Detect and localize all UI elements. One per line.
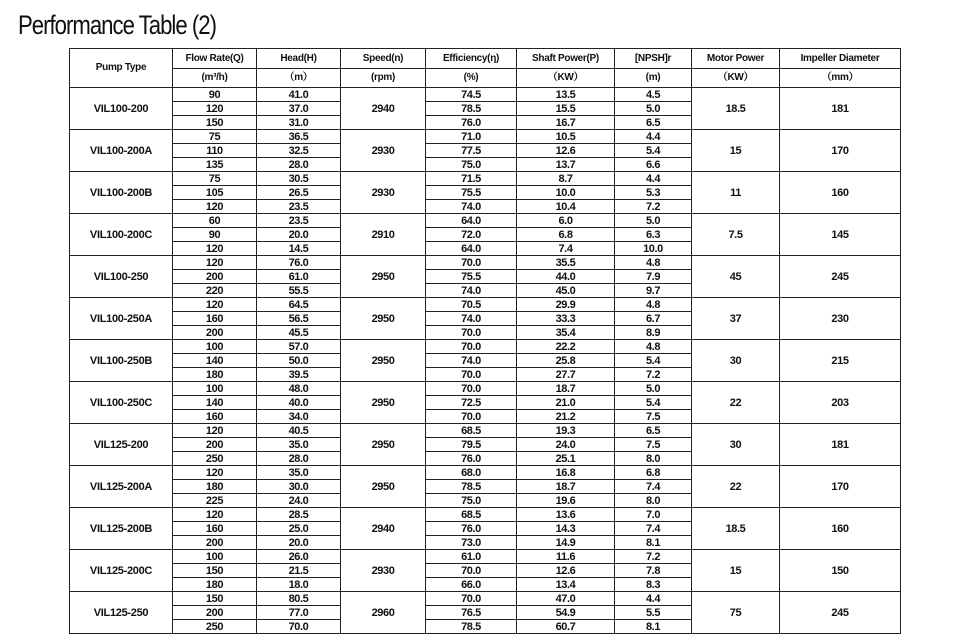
npsh-cell: 7.2 bbox=[615, 200, 692, 214]
table-row bbox=[70, 382, 901, 396]
head-cell: 30.5 bbox=[257, 172, 341, 186]
motor-power-cell: 15 bbox=[692, 130, 780, 172]
shaft-power-cell: 15.5 bbox=[517, 102, 615, 116]
impeller-diameter-cell: 203 bbox=[780, 382, 901, 424]
efficiency-cell: 64.0 bbox=[426, 242, 517, 256]
head-cell: 35.0 bbox=[257, 438, 341, 452]
shaft-power-cell: 35.4 bbox=[517, 326, 615, 340]
speed-cell: 2930 bbox=[341, 130, 426, 172]
npsh-cell: 8.3 bbox=[615, 578, 692, 592]
npsh-cell: 4.8 bbox=[615, 256, 692, 270]
shaft-power-cell: 18.7 bbox=[517, 480, 615, 494]
shaft-power-cell: 22.2 bbox=[517, 340, 615, 354]
efficiency-cell: 73.0 bbox=[426, 536, 517, 550]
flow-rate-cell: 120 bbox=[173, 424, 257, 438]
motor-power-cell: 22 bbox=[692, 382, 780, 424]
pump-type-cell: VIL100-250B bbox=[70, 340, 173, 382]
efficiency-cell: 77.5 bbox=[426, 144, 517, 158]
head-cell: 23.5 bbox=[257, 214, 341, 228]
shaft-power-cell: 18.7 bbox=[517, 382, 615, 396]
head-cell: 64.5 bbox=[257, 298, 341, 312]
flow-rate-cell: 200 bbox=[173, 606, 257, 620]
efficiency-cell: 75.0 bbox=[426, 158, 517, 172]
table-body bbox=[70, 88, 901, 634]
speed-cell: 2950 bbox=[341, 340, 426, 382]
shaft-power-cell: 10.0 bbox=[517, 186, 615, 200]
header-motor-power: Motor Power bbox=[692, 49, 780, 69]
shaft-power-cell: 45.0 bbox=[517, 284, 615, 298]
npsh-cell: 7.8 bbox=[615, 564, 692, 578]
header-units-row bbox=[70, 69, 901, 88]
efficiency-cell: 70.0 bbox=[426, 592, 517, 606]
npsh-cell: 6.5 bbox=[615, 424, 692, 438]
npsh-cell: 4.5 bbox=[615, 88, 692, 102]
table-row bbox=[70, 550, 901, 564]
flow-rate-cell: 150 bbox=[173, 116, 257, 130]
header-impeller-diameter: Impeller Diameter bbox=[780, 49, 901, 69]
flow-rate-cell: 120 bbox=[173, 298, 257, 312]
head-cell: 26.5 bbox=[257, 186, 341, 200]
efficiency-cell: 71.5 bbox=[426, 172, 517, 186]
motor-power-cell: 7.5 bbox=[692, 214, 780, 256]
efficiency-cell: 61.0 bbox=[426, 550, 517, 564]
motor-power-cell: 18.5 bbox=[692, 508, 780, 550]
shaft-power-cell: 25.8 bbox=[517, 354, 615, 368]
shaft-power-cell: 6.8 bbox=[517, 228, 615, 242]
speed-cell: 2950 bbox=[341, 256, 426, 298]
header-pump-type: Pump Type bbox=[70, 49, 173, 88]
npsh-cell: 6.5 bbox=[615, 116, 692, 130]
flow-rate-cell: 75 bbox=[173, 172, 257, 186]
shaft-power-cell: 47.0 bbox=[517, 592, 615, 606]
flow-rate-cell: 105 bbox=[173, 186, 257, 200]
head-cell: 34.0 bbox=[257, 410, 341, 424]
efficiency-cell: 70.0 bbox=[426, 564, 517, 578]
npsh-cell: 4.4 bbox=[615, 592, 692, 606]
speed-cell: 2940 bbox=[341, 508, 426, 550]
flow-rate-cell: 75 bbox=[173, 130, 257, 144]
efficiency-cell: 71.0 bbox=[426, 130, 517, 144]
impeller-diameter-cell: 170 bbox=[780, 466, 901, 508]
pump-type-cell: VIL100-200C bbox=[70, 214, 173, 256]
flow-rate-cell: 220 bbox=[173, 284, 257, 298]
speed-cell: 2910 bbox=[341, 214, 426, 256]
impeller-diameter-cell: 160 bbox=[780, 508, 901, 550]
shaft-power-cell: 10.4 bbox=[517, 200, 615, 214]
speed-cell: 2950 bbox=[341, 424, 426, 466]
table-row bbox=[70, 214, 901, 228]
pump-type-cell: VIL125-200C bbox=[70, 550, 173, 592]
impeller-diameter-cell: 215 bbox=[780, 340, 901, 382]
flow-rate-cell: 200 bbox=[173, 270, 257, 284]
npsh-cell: 5.0 bbox=[615, 102, 692, 116]
shaft-power-cell: 13.5 bbox=[517, 88, 615, 102]
head-cell: 50.0 bbox=[257, 354, 341, 368]
head-cell: 80.5 bbox=[257, 592, 341, 606]
flow-rate-cell: 225 bbox=[173, 494, 257, 508]
flow-rate-cell: 120 bbox=[173, 200, 257, 214]
page-title: Performance Table (2) bbox=[18, 10, 216, 40]
motor-power-cell: 15 bbox=[692, 550, 780, 592]
npsh-cell: 8.0 bbox=[615, 452, 692, 466]
impeller-diameter-cell: 230 bbox=[780, 298, 901, 340]
efficiency-cell: 75.0 bbox=[426, 494, 517, 508]
motor-power-cell: 11 bbox=[692, 172, 780, 214]
shaft-power-cell: 7.4 bbox=[517, 242, 615, 256]
head-cell: 28.5 bbox=[257, 508, 341, 522]
impeller-diameter-cell: 150 bbox=[780, 550, 901, 592]
shaft-power-cell: 19.3 bbox=[517, 424, 615, 438]
table-row bbox=[70, 256, 901, 270]
motor-power-cell: 75 bbox=[692, 592, 780, 634]
shaft-power-cell: 21.0 bbox=[517, 396, 615, 410]
flow-rate-cell: 120 bbox=[173, 508, 257, 522]
shaft-power-cell: 14.9 bbox=[517, 536, 615, 550]
npsh-cell: 7.4 bbox=[615, 480, 692, 494]
efficiency-cell: 70.0 bbox=[426, 382, 517, 396]
npsh-cell: 7.9 bbox=[615, 270, 692, 284]
npsh-cell: 5.4 bbox=[615, 144, 692, 158]
head-cell: 36.5 bbox=[257, 130, 341, 144]
shaft-power-cell: 10.5 bbox=[517, 130, 615, 144]
flow-rate-cell: 120 bbox=[173, 102, 257, 116]
head-cell: 57.0 bbox=[257, 340, 341, 354]
head-cell: 14.5 bbox=[257, 242, 341, 256]
pump-type-cell: VIL125-200 bbox=[70, 424, 173, 466]
header-flow-rate: Flow Rate(Q) bbox=[173, 49, 257, 69]
head-cell: 23.5 bbox=[257, 200, 341, 214]
npsh-cell: 8.9 bbox=[615, 326, 692, 340]
head-cell: 26.0 bbox=[257, 550, 341, 564]
table-row bbox=[70, 424, 901, 438]
head-cell: 39.5 bbox=[257, 368, 341, 382]
shaft-power-cell: 21.2 bbox=[517, 410, 615, 424]
npsh-cell: 4.8 bbox=[615, 340, 692, 354]
flow-rate-cell: 100 bbox=[173, 382, 257, 396]
npsh-cell: 7.4 bbox=[615, 522, 692, 536]
shaft-power-cell: 13.7 bbox=[517, 158, 615, 172]
flow-rate-cell: 200 bbox=[173, 536, 257, 550]
table-row bbox=[70, 88, 901, 102]
efficiency-cell: 70.0 bbox=[426, 326, 517, 340]
pump-type-cell: VIL125-250 bbox=[70, 592, 173, 634]
flow-rate-cell: 150 bbox=[173, 592, 257, 606]
shaft-power-cell: 13.6 bbox=[517, 508, 615, 522]
performance-table bbox=[69, 48, 901, 634]
npsh-cell: 5.3 bbox=[615, 186, 692, 200]
flow-rate-cell: 140 bbox=[173, 396, 257, 410]
pump-type-cell: VIL100-250A bbox=[70, 298, 173, 340]
flow-rate-cell: 250 bbox=[173, 452, 257, 466]
flow-rate-cell: 120 bbox=[173, 466, 257, 480]
efficiency-cell: 76.0 bbox=[426, 116, 517, 130]
header-head: Head(H) bbox=[257, 49, 341, 69]
motor-power-cell: 30 bbox=[692, 424, 780, 466]
table-header bbox=[70, 49, 901, 88]
shaft-power-cell: 11.6 bbox=[517, 550, 615, 564]
pump-type-cell: VIL100-250C bbox=[70, 382, 173, 424]
efficiency-cell: 74.5 bbox=[426, 88, 517, 102]
speed-cell: 2950 bbox=[341, 298, 426, 340]
head-cell: 31.0 bbox=[257, 116, 341, 130]
speed-cell: 2950 bbox=[341, 382, 426, 424]
npsh-cell: 6.3 bbox=[615, 228, 692, 242]
npsh-cell: 4.4 bbox=[615, 172, 692, 186]
head-cell: 41.0 bbox=[257, 88, 341, 102]
efficiency-cell: 72.0 bbox=[426, 228, 517, 242]
efficiency-cell: 66.0 bbox=[426, 578, 517, 592]
unit-motor-power: （KW） bbox=[692, 69, 780, 88]
npsh-cell: 4.4 bbox=[615, 130, 692, 144]
flow-rate-cell: 90 bbox=[173, 228, 257, 242]
shaft-power-cell: 13.4 bbox=[517, 578, 615, 592]
efficiency-cell: 79.5 bbox=[426, 438, 517, 452]
npsh-cell: 8.1 bbox=[615, 536, 692, 550]
npsh-cell: 8.0 bbox=[615, 494, 692, 508]
efficiency-cell: 70.5 bbox=[426, 298, 517, 312]
efficiency-cell: 75.5 bbox=[426, 270, 517, 284]
table-row bbox=[70, 298, 901, 312]
efficiency-cell: 76.5 bbox=[426, 606, 517, 620]
impeller-diameter-cell: 245 bbox=[780, 256, 901, 298]
pump-type-cell: VIL100-250 bbox=[70, 256, 173, 298]
efficiency-cell: 74.0 bbox=[426, 284, 517, 298]
npsh-cell: 5.0 bbox=[615, 214, 692, 228]
head-cell: 32.5 bbox=[257, 144, 341, 158]
table-row bbox=[70, 466, 901, 480]
shaft-power-cell: 35.5 bbox=[517, 256, 615, 270]
npsh-cell: 5.5 bbox=[615, 606, 692, 620]
pump-type-cell: VIL100-200 bbox=[70, 88, 173, 130]
head-cell: 40.0 bbox=[257, 396, 341, 410]
shaft-power-cell: 8.7 bbox=[517, 172, 615, 186]
head-cell: 56.5 bbox=[257, 312, 341, 326]
efficiency-cell: 70.0 bbox=[426, 340, 517, 354]
head-cell: 25.0 bbox=[257, 522, 341, 536]
npsh-cell: 6.8 bbox=[615, 466, 692, 480]
efficiency-cell: 74.0 bbox=[426, 312, 517, 326]
efficiency-cell: 76.0 bbox=[426, 522, 517, 536]
flow-rate-cell: 120 bbox=[173, 242, 257, 256]
speed-cell: 2930 bbox=[341, 550, 426, 592]
head-cell: 30.0 bbox=[257, 480, 341, 494]
head-cell: 18.0 bbox=[257, 578, 341, 592]
efficiency-cell: 70.0 bbox=[426, 410, 517, 424]
impeller-diameter-cell: 145 bbox=[780, 214, 901, 256]
table-row bbox=[70, 508, 901, 522]
head-cell: 55.5 bbox=[257, 284, 341, 298]
shaft-power-cell: 16.7 bbox=[517, 116, 615, 130]
shaft-power-cell: 25.1 bbox=[517, 452, 615, 466]
shaft-power-cell: 19.6 bbox=[517, 494, 615, 508]
shaft-power-cell: 12.6 bbox=[517, 144, 615, 158]
head-cell: 20.0 bbox=[257, 536, 341, 550]
motor-power-cell: 37 bbox=[692, 298, 780, 340]
shaft-power-cell: 24.0 bbox=[517, 438, 615, 452]
unit-flow-rate: (m³/h) bbox=[173, 69, 257, 88]
motor-power-cell: 30 bbox=[692, 340, 780, 382]
speed-cell: 2930 bbox=[341, 172, 426, 214]
npsh-cell: 7.5 bbox=[615, 410, 692, 424]
npsh-cell: 4.8 bbox=[615, 298, 692, 312]
motor-power-cell: 22 bbox=[692, 466, 780, 508]
head-cell: 40.5 bbox=[257, 424, 341, 438]
motor-power-cell: 45 bbox=[692, 256, 780, 298]
npsh-cell: 6.6 bbox=[615, 158, 692, 172]
speed-cell: 2960 bbox=[341, 592, 426, 634]
flow-rate-cell: 100 bbox=[173, 340, 257, 354]
efficiency-cell: 74.0 bbox=[426, 200, 517, 214]
head-cell: 35.0 bbox=[257, 466, 341, 480]
head-cell: 76.0 bbox=[257, 256, 341, 270]
flow-rate-cell: 90 bbox=[173, 88, 257, 102]
npsh-cell: 6.7 bbox=[615, 312, 692, 326]
efficiency-cell: 75.5 bbox=[426, 186, 517, 200]
motor-power-cell: 18.5 bbox=[692, 88, 780, 130]
shaft-power-cell: 12.6 bbox=[517, 564, 615, 578]
flow-rate-cell: 160 bbox=[173, 410, 257, 424]
shaft-power-cell: 44.0 bbox=[517, 270, 615, 284]
unit-efficiency: (%) bbox=[426, 69, 517, 88]
flow-rate-cell: 60 bbox=[173, 214, 257, 228]
efficiency-cell: 74.0 bbox=[426, 354, 517, 368]
head-cell: 48.0 bbox=[257, 382, 341, 396]
header-row bbox=[70, 49, 901, 69]
impeller-diameter-cell: 170 bbox=[780, 130, 901, 172]
impeller-diameter-cell: 245 bbox=[780, 592, 901, 634]
efficiency-cell: 78.5 bbox=[426, 480, 517, 494]
head-cell: 70.0 bbox=[257, 620, 341, 634]
table-row bbox=[70, 130, 901, 144]
npsh-cell: 7.2 bbox=[615, 368, 692, 382]
flow-rate-cell: 160 bbox=[173, 312, 257, 326]
flow-rate-cell: 120 bbox=[173, 256, 257, 270]
flow-rate-cell: 110 bbox=[173, 144, 257, 158]
pump-type-cell: VIL100-200A bbox=[70, 130, 173, 172]
table-row bbox=[70, 592, 901, 606]
unit-npsh: (m) bbox=[615, 69, 692, 88]
flow-rate-cell: 180 bbox=[173, 578, 257, 592]
head-cell: 28.0 bbox=[257, 452, 341, 466]
unit-head: （m） bbox=[257, 69, 341, 88]
table-row bbox=[70, 172, 901, 186]
efficiency-cell: 78.5 bbox=[426, 102, 517, 116]
shaft-power-cell: 14.3 bbox=[517, 522, 615, 536]
efficiency-cell: 64.0 bbox=[426, 214, 517, 228]
impeller-diameter-cell: 181 bbox=[780, 424, 901, 466]
flow-rate-cell: 200 bbox=[173, 438, 257, 452]
head-cell: 45.5 bbox=[257, 326, 341, 340]
shaft-power-cell: 60.7 bbox=[517, 620, 615, 634]
head-cell: 37.0 bbox=[257, 102, 341, 116]
npsh-cell: 10.0 bbox=[615, 242, 692, 256]
flow-rate-cell: 200 bbox=[173, 326, 257, 340]
pump-type-cell: VIL125-200A bbox=[70, 466, 173, 508]
head-cell: 20.0 bbox=[257, 228, 341, 242]
shaft-power-cell: 6.0 bbox=[517, 214, 615, 228]
npsh-cell: 7.5 bbox=[615, 438, 692, 452]
header-shaft-power: Shaft Power(P) bbox=[517, 49, 615, 69]
pump-type-cell: VIL125-200B bbox=[70, 508, 173, 550]
npsh-cell: 5.4 bbox=[615, 396, 692, 410]
head-cell: 61.0 bbox=[257, 270, 341, 284]
efficiency-cell: 78.5 bbox=[426, 620, 517, 634]
shaft-power-cell: 27.7 bbox=[517, 368, 615, 382]
speed-cell: 2950 bbox=[341, 466, 426, 508]
efficiency-cell: 68.5 bbox=[426, 424, 517, 438]
flow-rate-cell: 250 bbox=[173, 620, 257, 634]
efficiency-cell: 68.0 bbox=[426, 466, 517, 480]
unit-speed: (rpm) bbox=[341, 69, 426, 88]
efficiency-cell: 72.5 bbox=[426, 396, 517, 410]
efficiency-cell: 70.0 bbox=[426, 368, 517, 382]
flow-rate-cell: 180 bbox=[173, 368, 257, 382]
shaft-power-cell: 16.8 bbox=[517, 466, 615, 480]
shaft-power-cell: 33.3 bbox=[517, 312, 615, 326]
header-speed: Speed(n) bbox=[341, 49, 426, 69]
npsh-cell: 7.0 bbox=[615, 508, 692, 522]
head-cell: 77.0 bbox=[257, 606, 341, 620]
head-cell: 28.0 bbox=[257, 158, 341, 172]
header-efficiency: Efficiency(η) bbox=[426, 49, 517, 69]
shaft-power-cell: 54.9 bbox=[517, 606, 615, 620]
flow-rate-cell: 160 bbox=[173, 522, 257, 536]
impeller-diameter-cell: 181 bbox=[780, 88, 901, 130]
shaft-power-cell: 29.9 bbox=[517, 298, 615, 312]
head-cell: 24.0 bbox=[257, 494, 341, 508]
header-npsh: [NPSH]r bbox=[615, 49, 692, 69]
flow-rate-cell: 100 bbox=[173, 550, 257, 564]
pump-type-cell: VIL100-200B bbox=[70, 172, 173, 214]
flow-rate-cell: 180 bbox=[173, 480, 257, 494]
flow-rate-cell: 135 bbox=[173, 158, 257, 172]
flow-rate-cell: 150 bbox=[173, 564, 257, 578]
efficiency-cell: 68.5 bbox=[426, 508, 517, 522]
efficiency-cell: 76.0 bbox=[426, 452, 517, 466]
npsh-cell: 7.2 bbox=[615, 550, 692, 564]
npsh-cell: 5.4 bbox=[615, 354, 692, 368]
head-cell: 21.5 bbox=[257, 564, 341, 578]
speed-cell: 2940 bbox=[341, 88, 426, 130]
impeller-diameter-cell: 160 bbox=[780, 172, 901, 214]
flow-rate-cell: 140 bbox=[173, 354, 257, 368]
efficiency-cell: 70.0 bbox=[426, 256, 517, 270]
unit-impeller-diameter: （mm） bbox=[780, 69, 901, 88]
table-row bbox=[70, 340, 901, 354]
npsh-cell: 8.1 bbox=[615, 620, 692, 634]
unit-shaft-power: （KW） bbox=[517, 69, 615, 88]
npsh-cell: 5.0 bbox=[615, 382, 692, 396]
npsh-cell: 9.7 bbox=[615, 284, 692, 298]
